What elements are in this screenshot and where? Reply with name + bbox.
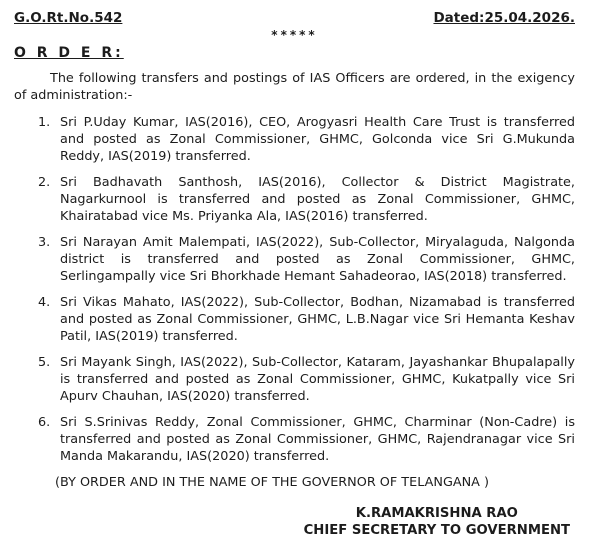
item-text: Sri Vikas Mahato, IAS(2022), Sub-Collector, Bodhan, Nizamabad is transferred and posted as Zonal Commissioner, GHMC, L.B.Nagar vice Sri Hemanta Keshav Patil, IAS(2019) transferred.	[60, 295, 575, 344]
item-number: 1.	[38, 115, 51, 130]
go-number: G.O.Rt.No.542	[14, 10, 123, 26]
transfer-list-item-5	[38, 354, 575, 405]
item-number: 2.	[38, 175, 51, 190]
item-number: 5.	[38, 355, 51, 370]
item-text: Sri Narayan Amit Malempati, IAS(2022), Sub-Collector, Miryalaguda, Nalgonda district is transferred and posted as Zonal Commissioner, GHMC, Serlingampally vice Sri Bhorkhade Hemant Sahadeorao, IAS(2018) transferred.	[60, 235, 575, 284]
transfer-list-item-4	[38, 294, 575, 345]
by-order-line: (BY ORDER AND IN THE NAME OF THE GOVERNOR OF TELANGANA )	[55, 475, 490, 490]
item-number: 3.	[38, 235, 51, 250]
transfer-list-item-1	[38, 114, 575, 165]
intro-paragraph: The following transfers and postings of IAS Officers are ordered, in the exigency of administration:-	[14, 71, 575, 103]
transfer-list-item-3	[38, 234, 575, 285]
item-text: Sri Mayank Singh, IAS(2022), Sub-Collector, Kataram, Jayashankar Bhupalapally is transferred and posted as Zonal Commissioner, GHMC, Kukatpally vice Sri Apurv Chauhan, IAS(2020) transferred.	[60, 355, 575, 404]
item-text: Sri P.Uday Kumar, IAS(2016), CEO, Arogyasri Health Care Trust is transferred and posted as Zonal Commissioner, GHMC, Golconda vice Sri G.Mukunda Reddy, IAS(2019) transferred.	[60, 115, 575, 164]
signature-block	[304, 505, 570, 539]
item-text: Sri S.Srinivas Reddy, Zonal Commissioner, GHMC, Charminar (Non-Cadre) is transferred and posted as Zonal Commissioner, GHMC, Rajendranagar vice Sri Manda Makarandu, IAS(2020) transferred.	[60, 415, 575, 464]
transfer-list-item-6	[38, 414, 575, 465]
signatory-title: CHIEF SECRETARY TO GOVERNMENT	[303, 523, 570, 538]
document-date: Dated:25.04.2026.	[433, 10, 575, 26]
item-number: 6.	[38, 415, 51, 430]
signatory-name: K.RAMAKRISHNA RAO	[355, 506, 518, 521]
item-number: 4.	[38, 295, 51, 310]
transfer-list-item-2	[38, 174, 575, 225]
item-text: Sri Badhavath Santhosh, IAS(2016), Collector & District Magistrate, Nagarkurnool is transferred and posted as Zonal Commissioner, GHMC, Khairatabad vice Ms. Priyanka Ala, IAS(2016) transferred.	[60, 175, 575, 224]
order-heading: O R D E R:	[14, 45, 124, 61]
transfer-list	[14, 114, 575, 465]
star-separator: *****	[271, 28, 318, 42]
document-header	[14, 10, 575, 26]
